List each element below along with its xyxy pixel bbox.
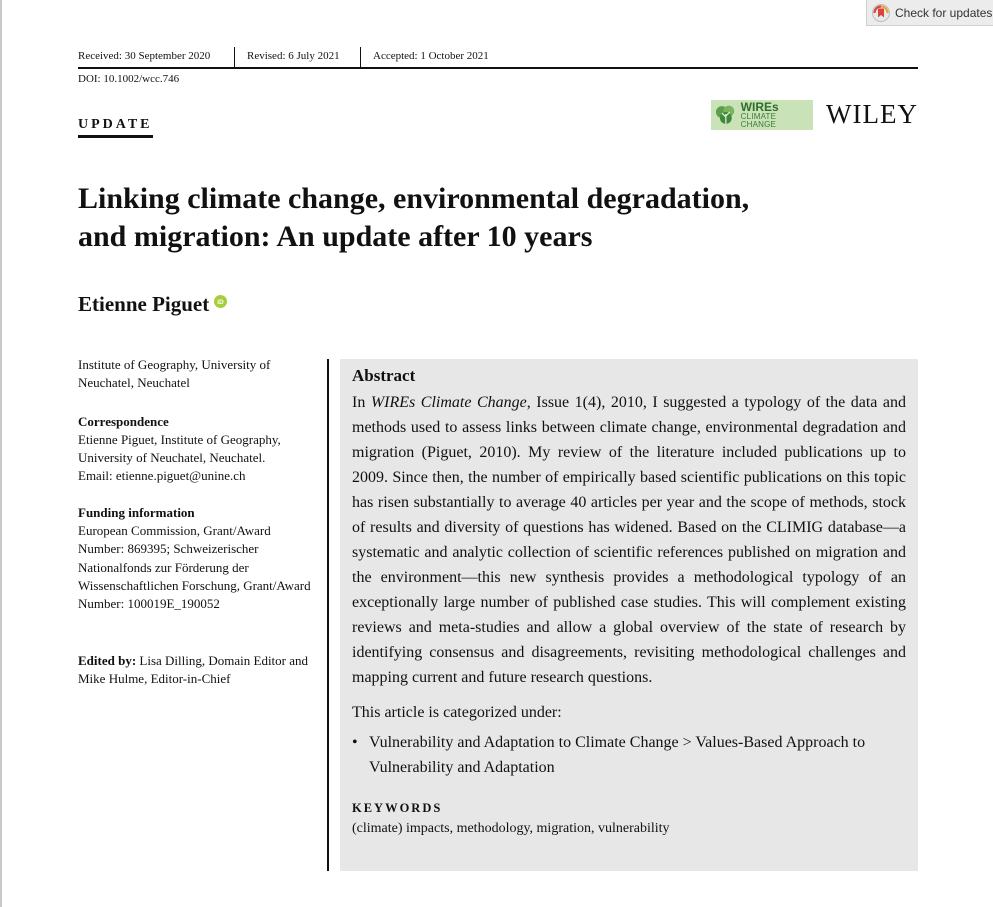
category-item: • Vulnerability and Adaptation to Climate Change > Values-Based Approach to Vulnerability and Adaptation — [369, 730, 906, 780]
received-date: Received: 30 September 2020 — [78, 50, 211, 62]
author — [78, 292, 227, 317]
check-for-updates-label: Check for updates — [895, 5, 993, 20]
correspondence-text: Etienne Piguet, Institute of Geography, University of Neuchatel, Neuchatel. — [78, 431, 281, 466]
abstract-text: , Issue 1(4), 2010, I suggested a typology of the data and methods used to assess links between climate change, environmental degradation and migration (Piguet, 2010). My review of the literature included publications up to 2009. Since then, the number of empirically based scientific publications on this topic has risen substantially to average 40 articles per year and the scope of methods, stock of results and diversity of questions has widened. Based on the CLIMIG database—a systematic and analytic collection of scientific references published on migration and the environment—this new synthesis provides a methodological typology of an exceptionally large number of published case studies. This will complement existing reviews and meta-studies and allow a global overview of the state of research by identifying consensus and disagreements, revisiting methodological challenges and mapping current and future research questions. — [352, 394, 906, 686]
wires-climate-change-logo[interactable] — [711, 100, 813, 130]
abstract-intro-prefix: In — [352, 394, 371, 411]
wires-leaf-icon — [714, 103, 738, 127]
funding-label: Funding information — [78, 504, 195, 520]
categorized-intro: This article is categorized under: — [352, 704, 562, 721]
edited-by-label: Edited by: — [78, 652, 137, 668]
article-title-line-2: and migration: An update after 10 years — [78, 220, 593, 253]
header-rule — [78, 67, 918, 69]
abstract-journal-name: WIREs Climate Change — [370, 394, 527, 411]
date-separator — [360, 47, 361, 67]
wires-logo-sub: CLIMATE CHANGE — [740, 112, 777, 129]
column-divider — [327, 359, 329, 871]
article-title-line-1: Linking climate change, environmental degradation, — [78, 182, 750, 215]
orcid-icon[interactable] — [214, 295, 227, 308]
date-separator — [234, 47, 235, 67]
abstract-box — [340, 359, 918, 871]
keywords-heading: KEYWORDS — [352, 801, 443, 815]
affiliation: Institute of Geography, University of Neuchatel, Neuchatel — [78, 357, 271, 391]
revised-date: Revised: 6 July 2021 — [247, 50, 340, 62]
category-list — [352, 730, 906, 780]
correspondence-label: Correspondence — [78, 413, 169, 429]
page-left-edge — [0, 0, 2, 907]
svg-text:iD: iD — [217, 299, 224, 306]
edited-by-text: Lisa Dilling, Domain Editor and Mike Hulme, Editor-in-Chief — [78, 652, 309, 686]
wires-logo-main: WIREs — [740, 100, 779, 114]
article-title — [78, 180, 878, 256]
check-for-updates-badge[interactable] — [866, 0, 993, 26]
article-type-label: UPDATE — [78, 117, 153, 138]
wiley-logo[interactable]: WILEY — [826, 99, 918, 129]
author-name: Etienne Piguet — [78, 292, 210, 316]
abstract-heading: Abstract — [352, 366, 416, 385]
edited-by — [78, 652, 313, 689]
abstract-body — [352, 390, 906, 690]
doi[interactable]: DOI: 10.1002/wcc.746 — [78, 73, 180, 85]
keywords: (climate) impacts, methodology, migration, vulnerability — [352, 821, 670, 836]
funding-text: European Commission, Grant/Award Number: 869395; Schweizerischer Nationalfonds zur Förderung der Wissenschaftlichen Forschung, Grant/Award Number: 100019E_190052 — [78, 523, 311, 612]
check-for-updates-icon — [872, 4, 890, 22]
accepted-date: Accepted: 1 October 2021 — [373, 50, 489, 62]
dates-header — [78, 47, 918, 67]
article-info-sidebar — [78, 356, 313, 688]
correspondence-email[interactable]: Email: etienne.piguet@unine.ch — [78, 468, 246, 484]
